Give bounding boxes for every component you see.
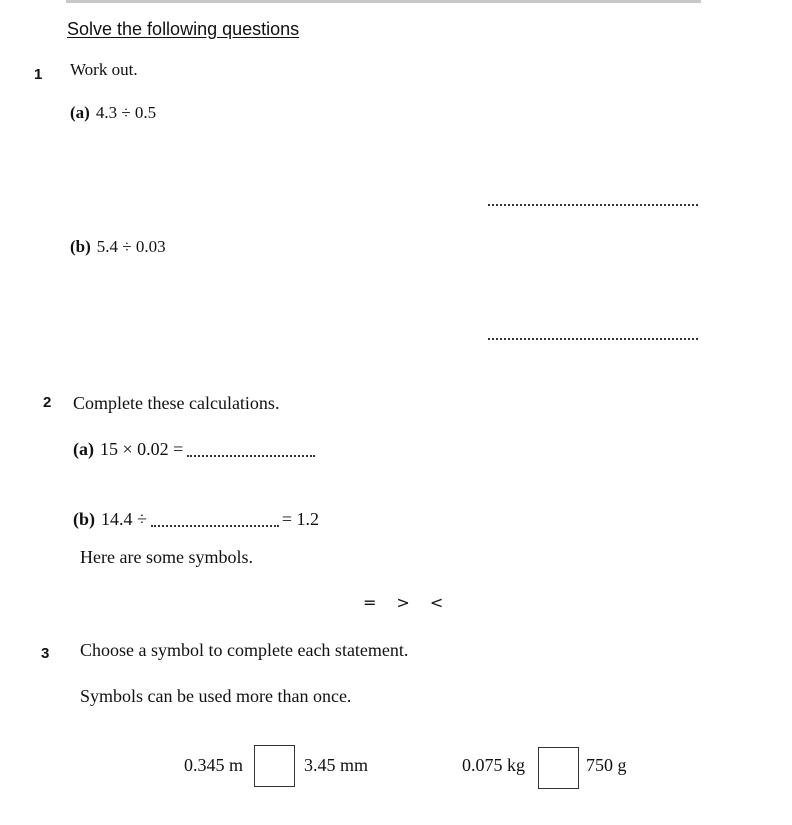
question-1-number: 1 [34,66,43,83]
question-1a-label: (a) [70,103,90,122]
answer-blank-2b[interactable] [151,525,279,527]
question-1b-label: (b) [70,237,91,256]
question-2b-label: (b) [73,509,95,529]
question-3-number: 3 [41,645,50,662]
question-2a [73,439,318,460]
statement-1-answer-box[interactable] [254,745,295,787]
question-2a-expression: 15 × 0.02 = [100,439,184,459]
statement-1-right: 3.45 mm [304,755,369,775]
question-3-note: Symbols can be used more than once. [80,686,352,706]
question-1b [70,237,166,257]
symbols-list [363,593,463,612]
question-1a-expression: 4.3 ÷ 0.5 [95,103,157,122]
question-1a [70,103,156,123]
symbols-intro: Here are some symbols. [80,547,253,567]
answer-blank-2a[interactable] [187,455,315,457]
symbol-equals: = [363,593,377,612]
symbol-less-than: < [429,593,444,612]
question-2a-label: (a) [73,439,94,459]
question-2b-expression-right: = 1.2 [281,509,320,529]
question-2-number: 2 [43,394,52,411]
question-3-prompt: Choose a symbol to complete each statement. [80,640,409,660]
statement-1-left: 0.345 m [184,755,244,775]
question-2-prompt: Complete these calculations. [73,393,280,413]
question-2b-expression-left: 14.4 ÷ [101,509,147,529]
question-1b-expression: 5.4 ÷ 0.03 [96,237,166,256]
question-2b [73,509,319,530]
question-1-prompt: Work out. [70,60,138,79]
answer-line-1b[interactable] [488,338,698,340]
statement-2-answer-box[interactable] [538,747,579,789]
statement-2-right: 750 g [586,755,627,775]
worksheet-heading: Solve the following questions [67,19,300,39]
symbol-greater-than: > [396,593,410,612]
top-rule [66,0,701,3]
statement-2-left: 0.075 kg [462,755,525,775]
answer-line-1a[interactable] [488,204,698,206]
